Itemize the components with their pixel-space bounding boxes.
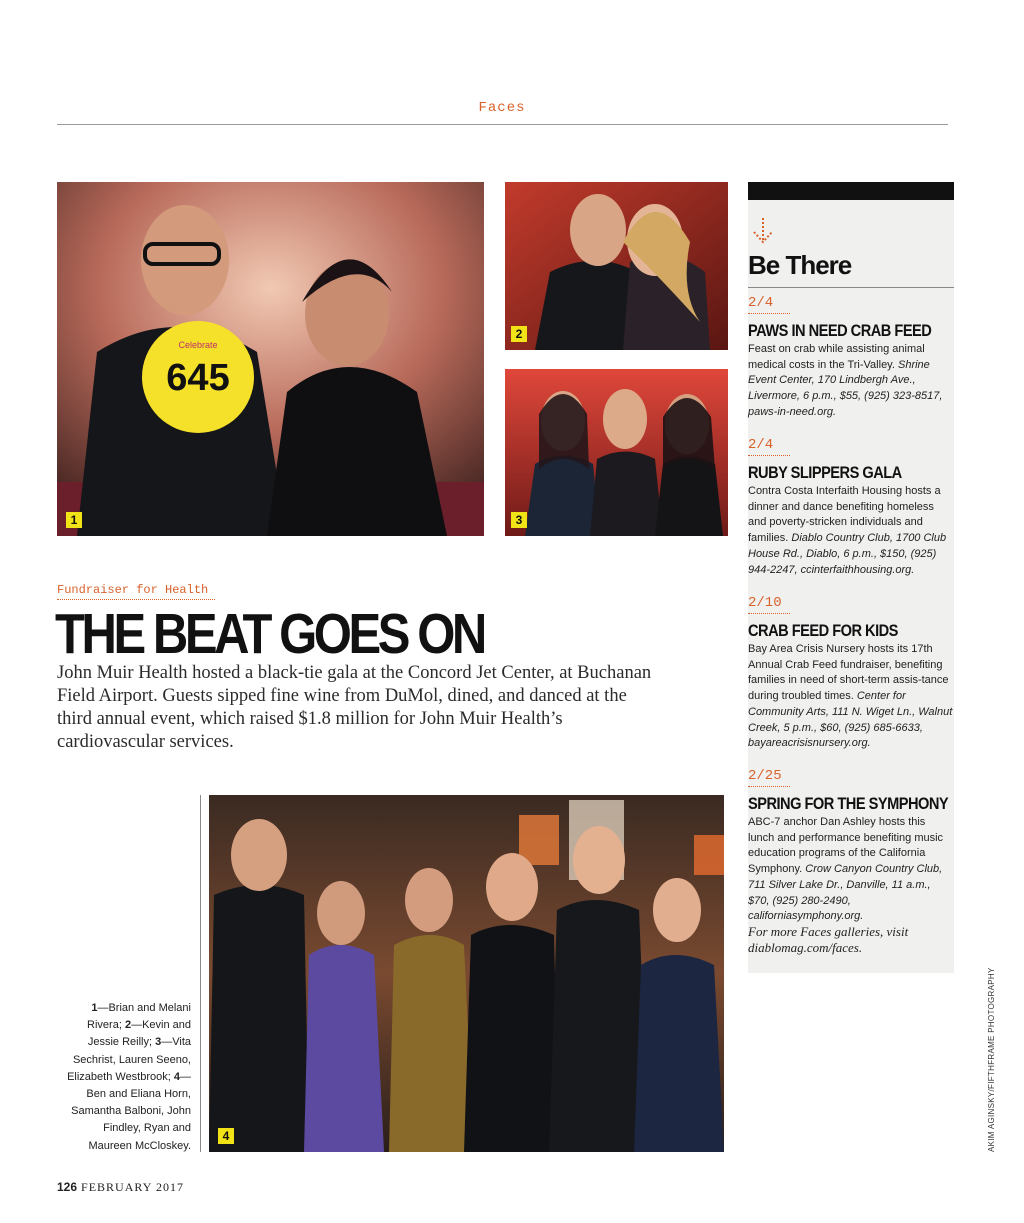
caption-rule: [200, 795, 201, 1152]
event-details: Diablo Country Club, 1700 Club House Rd., Diablo, 6 p.m., $150, (925) 944-2247, ccinterfaithhousing.org.: [748, 532, 947, 576]
photo-2-number: 2: [511, 326, 527, 342]
event-body: [748, 342, 954, 421]
be-there-sidebar: [748, 182, 954, 973]
event-description: ABC-7 anchor Dan Ashley hosts this lunch and performance benefiting music education programs of the California Symphony.: [748, 816, 944, 876]
photo-1-number: 1: [66, 512, 82, 528]
photo-4-number: 4: [218, 1128, 234, 1144]
caption-text-3: —Vita Sechrist, Lauren Seeno, Elizabeth Westbrook;: [67, 1036, 191, 1083]
page-folio: [57, 1180, 184, 1195]
caption-num-1: 1: [91, 1002, 98, 1014]
event-body: [748, 484, 954, 578]
event-body: [748, 642, 954, 752]
photo-caption: [57, 1000, 191, 1155]
event-title: RUBY SLIPPERS GALA: [748, 463, 902, 482]
event-date: 2/10: [748, 595, 782, 611]
caption-num-4: 4: [173, 1070, 180, 1083]
sidebar-title: Be There: [748, 250, 852, 280]
event-item: [748, 767, 954, 925]
photo-3: [505, 369, 728, 536]
caption-text-1: —Brian and Melani Rivera;: [87, 1002, 191, 1032]
photo-2: [505, 182, 728, 350]
event-body: [748, 815, 954, 925]
sidebar-title-rule: [748, 287, 954, 288]
photo-3-image: [505, 369, 728, 536]
arrow-down-icon: [750, 216, 776, 246]
kicker-rule: [57, 599, 215, 600]
event-date-rule: [748, 455, 790, 456]
event-date-rule: [748, 786, 790, 787]
photo-4-image: [209, 795, 724, 1152]
event-details: Center for Community Arts, 111 N. Wiget Ln., Walnut Creek, 5 p.m., $60, (925) 685-6633, bayareacrisisnursery.org.: [748, 690, 953, 750]
photo-1-image: [57, 182, 484, 536]
event-item: [748, 594, 954, 752]
event-date-rule: [748, 613, 790, 614]
event-details: Shrine Event Center, 170 Lindbergh Ave., Livermore, 6 p.m., $55, (925) 323-8517, paws-in-need.org.: [748, 358, 943, 418]
event-date: 2/4: [748, 295, 774, 311]
article-kicker: Fundraiser for Health: [57, 583, 209, 597]
paddle-label: Celebrate: [178, 340, 218, 350]
photo-2-image: [505, 182, 728, 350]
caption-text-4: —Ben and Eliana Horn, Samantha Balboni, John Findley, Ryan and Maureen McCloskey.: [71, 1070, 191, 1152]
sidebar-more-link[interactable]: For more Faces galleries, visit diablomag.com/faces.: [748, 924, 909, 955]
article-deck: John Muir Health hosted a black-tie gala at the Concord Jet Center, at Buchanan Field Airport. Guests sipped fine wine from DuMol, dined, and danced at the third annual event, which raised $1.8 million for John Muir Health’s cardiovascular services.: [57, 663, 652, 752]
event-date-rule: [748, 313, 790, 314]
caption-num-3: 3: [155, 1036, 162, 1049]
article-headline: THE BEAT GOES ON: [55, 602, 484, 666]
event-title: SPRING FOR THE SYMPHONY: [748, 794, 949, 813]
photo-3-number: 3: [511, 512, 527, 528]
event-date: 2/4: [748, 437, 774, 453]
issue-date: FEBRUARY 2017: [81, 1180, 184, 1194]
event-title: PAWS IN NEED CRAB FEED: [748, 321, 932, 340]
header-rule: [57, 124, 948, 125]
photo-credit: AKIM AGINSKY/FIFTHFRAME PHOTOGRAPHY: [987, 967, 996, 1152]
photo-1: [57, 182, 484, 536]
photo-4: [209, 795, 724, 1152]
event-title: CRAB FEED FOR KIDS: [748, 621, 898, 640]
event-description: Feast on crab while assisting animal medical costs in the Tri-Valley.: [748, 343, 925, 371]
page-number: 126: [57, 1180, 78, 1194]
section-label: Faces: [478, 100, 526, 116]
event-date: 2/25: [748, 768, 782, 784]
event-details: Crow Canyon Country Club, 711 Silver Lake Dr., Danville, 11 a.m., $70, (925) 280-2490, californiasymphony.org.: [748, 863, 943, 923]
paddle-number: 645: [166, 357, 230, 399]
sidebar-top-bar: [748, 182, 954, 200]
event-item: [748, 436, 954, 578]
event-description: Contra Costa Interfaith Housing hosts a dinner and dance benefiting homeless and poverty-stricken individuals and families.: [748, 485, 941, 545]
caption-text-2: —Kevin and Jessie Reilly;: [87, 1019, 191, 1049]
event-item: [748, 294, 954, 421]
caption-num-2: 2: [124, 1019, 132, 1032]
event-description: Bay Area Crisis Nursery hosts its 17th Annual Crab Feed fundraiser, benefiting families in need of short-term assis-tance during troubled times.: [748, 643, 949, 703]
